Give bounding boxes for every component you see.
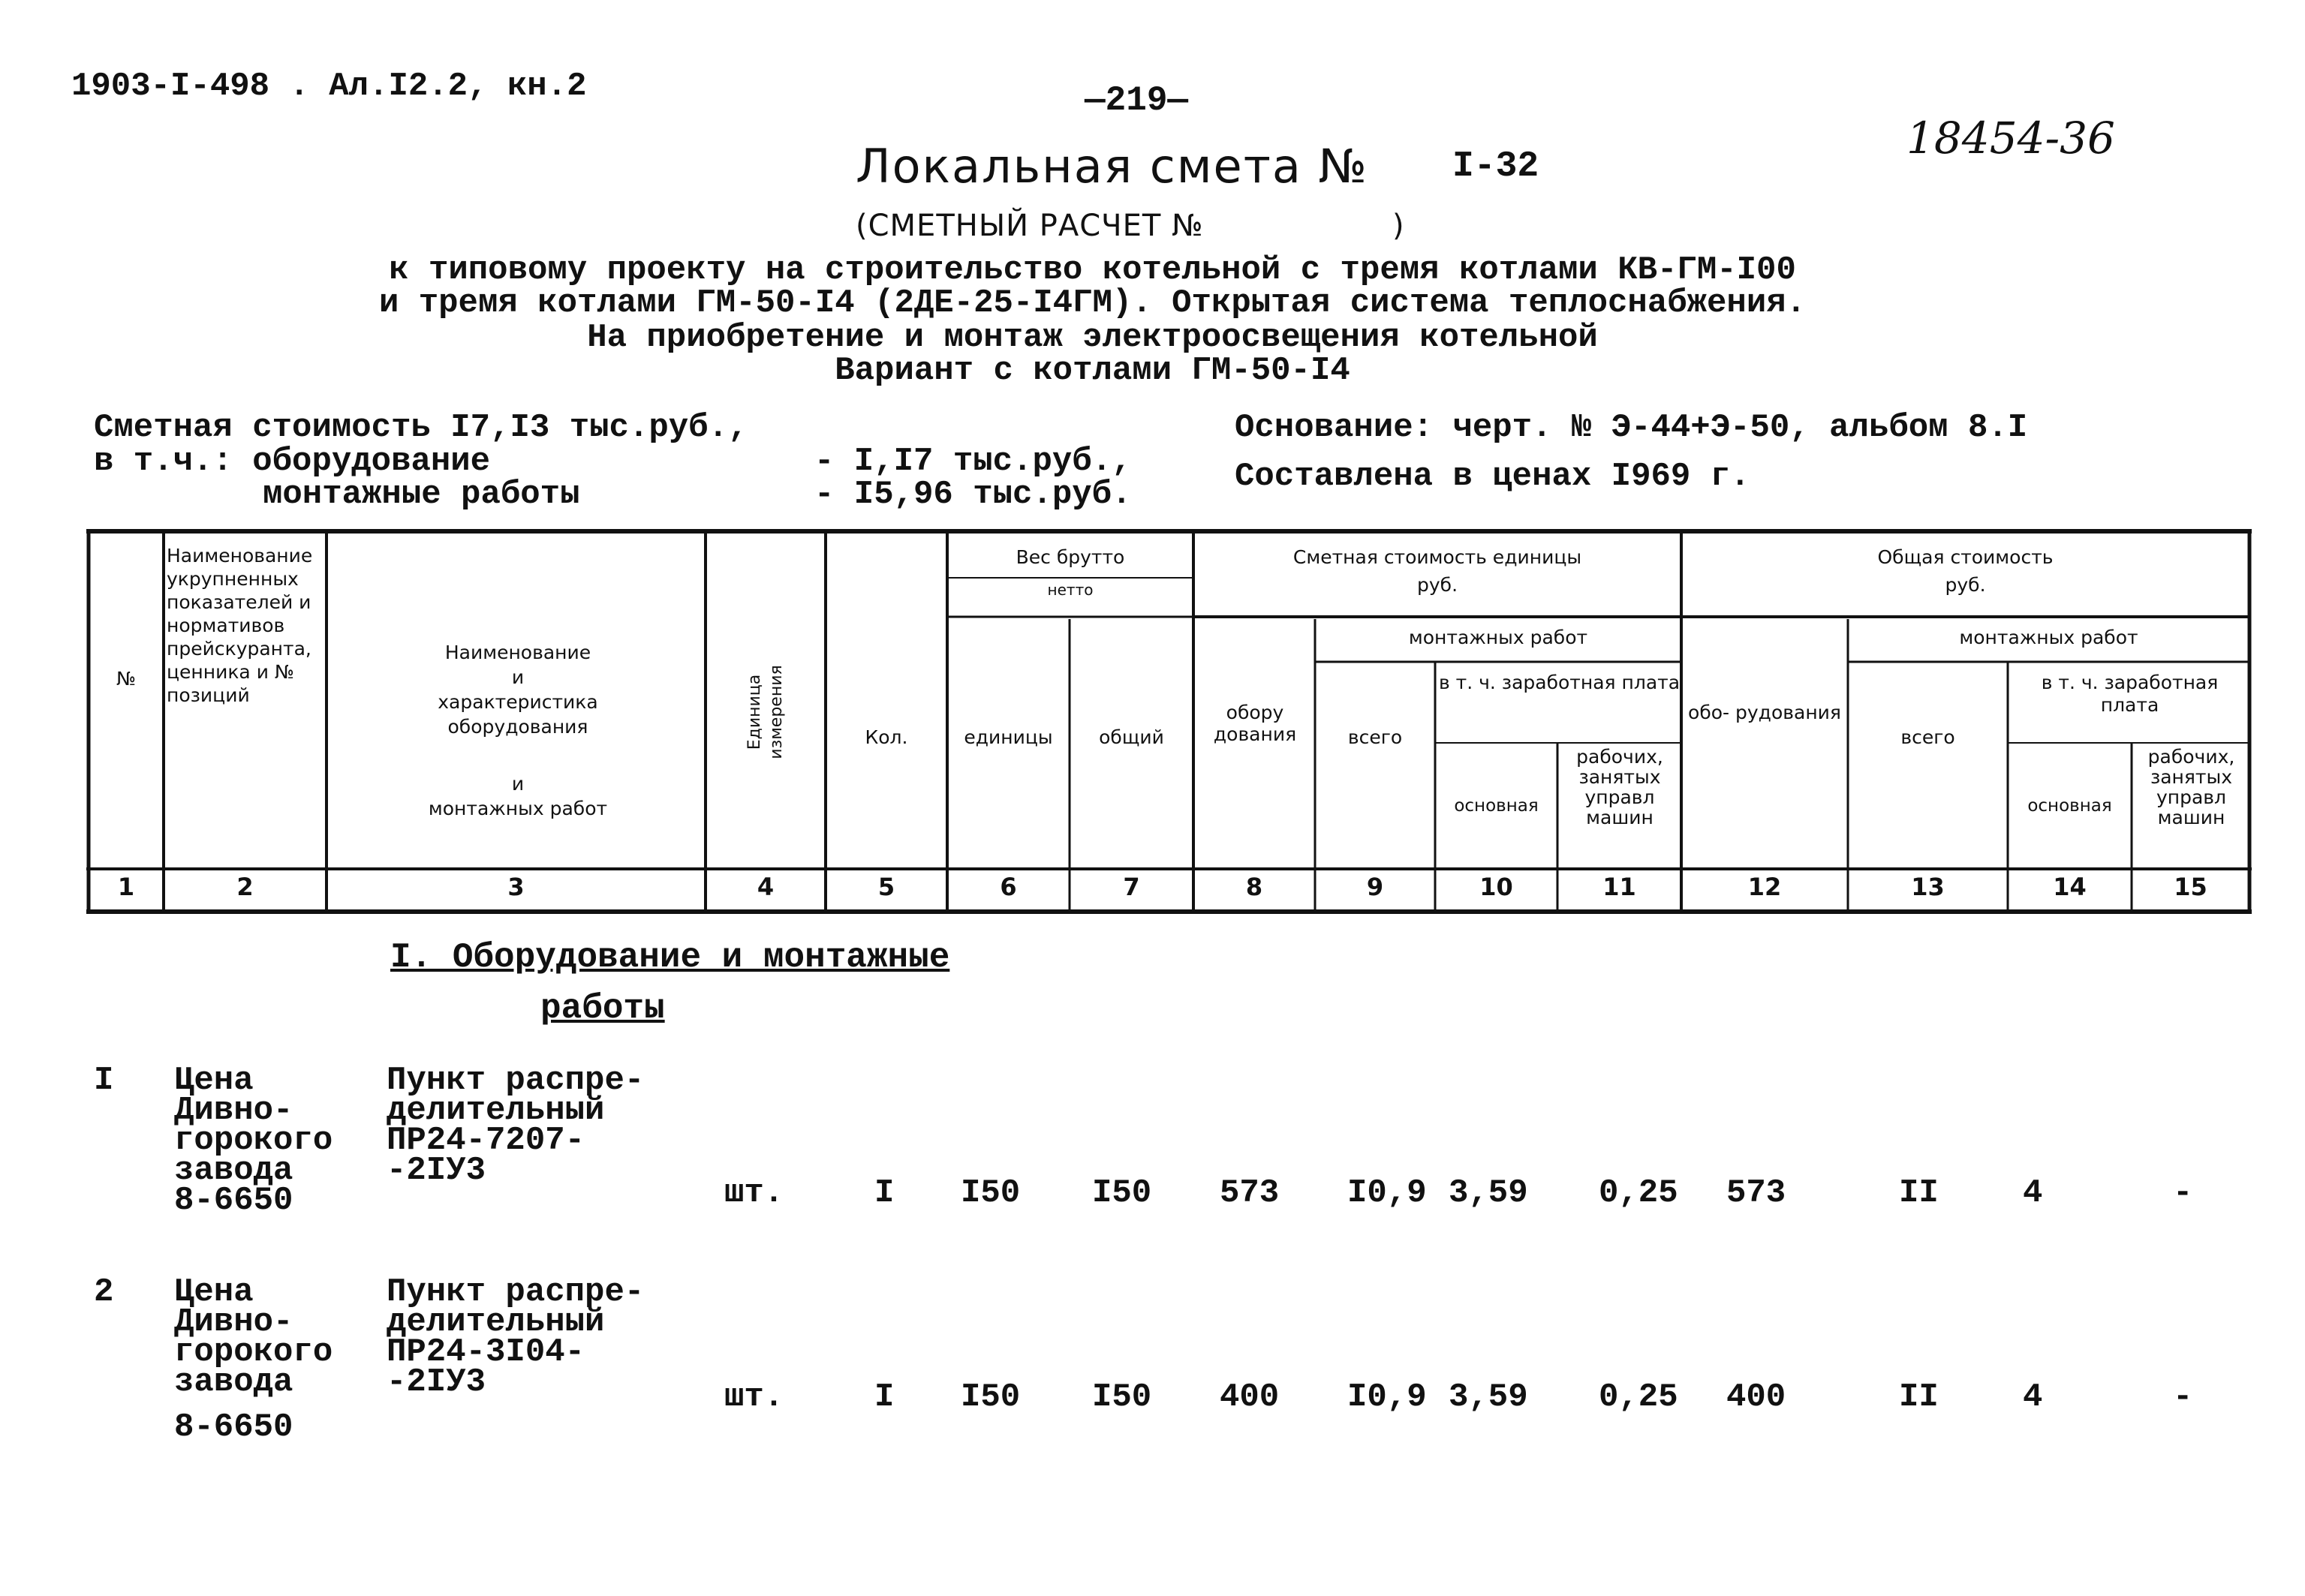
equipment-value: - I,I7 тыс.руб.,	[814, 443, 1132, 480]
item-name-line: ПР24-3I04-	[387, 1333, 585, 1371]
column-number: 13	[1911, 873, 1945, 901]
col-header-name-line: характеристика	[438, 691, 598, 713]
cost-wage: 3,59	[1449, 1174, 1528, 1212]
column-number: 7	[1123, 873, 1140, 901]
description-line: и тремя котлами ГМ-50-I4 (2ДЕ-25-I4ГМ). Открытая система теплоснабжения.	[378, 284, 1807, 322]
col-header-weight-total: общий	[1099, 726, 1164, 748]
column-number: 15	[2174, 873, 2207, 901]
cost-mounting: I0,9	[1347, 1174, 1427, 1212]
row-number: 2	[94, 1273, 114, 1311]
column-number: 9	[1366, 873, 1384, 901]
total-machine: -	[2173, 1378, 2193, 1416]
col-header-weight-net: нетто	[1047, 581, 1094, 599]
source-line: завода	[174, 1152, 293, 1189]
mounting-label: монтажные работы	[263, 476, 580, 513]
item-name-line: делительный	[387, 1303, 605, 1341]
source-line: 8-6650	[174, 1408, 293, 1446]
cost-equipment: 573	[1220, 1174, 1280, 1212]
total-wage: 4	[2023, 1378, 2043, 1416]
weight-total: I50	[1092, 1378, 1152, 1416]
col-header-name-line: и	[511, 666, 525, 688]
source-line: горокого	[174, 1333, 333, 1371]
col-header-mount-unit: монтажных работ	[1408, 627, 1588, 648]
page-number: —219—	[1085, 81, 1189, 120]
col-header-incl-wage-total: в т. ч. заработная плата	[2041, 672, 2219, 716]
col-header-equip-total: обо- рудования	[1688, 702, 1841, 723]
col-header-total-cost-rub: руб.	[1945, 574, 1986, 596]
unit: шт.	[724, 1378, 784, 1416]
item-name-line: ПР24-7207-	[387, 1122, 585, 1159]
col-header-incl-wage: в т. ч. заработная плата	[1438, 672, 1681, 693]
source-line: 8-6650	[174, 1182, 293, 1219]
cost-mounting: I0,9	[1347, 1378, 1427, 1416]
row-number: I	[94, 1062, 114, 1099]
col-header-weight-unit: единицы	[964, 726, 1053, 748]
col-header-mount-total-group: монтажных работ	[1959, 627, 2138, 648]
equipment-label: в т.ч.: оборудование	[94, 443, 491, 480]
column-number: 3	[507, 873, 525, 901]
column-number: 8	[1245, 873, 1263, 901]
item-name-line: делительный	[387, 1092, 605, 1129]
column-number: 1	[117, 873, 135, 901]
page-title: Локальная смета №	[856, 139, 1369, 194]
section-title-continued: работы	[540, 989, 665, 1028]
column-number: 6	[1000, 873, 1017, 901]
weight-unit: I50	[961, 1378, 1021, 1416]
source-line: горокого	[174, 1122, 333, 1159]
column-number: 12	[1747, 873, 1782, 901]
col-header-name-line: Наименование	[444, 642, 591, 663]
description-line: к типовому проекту на строительство котельной с тремя котлами КВ-ГМ-I00	[389, 251, 1796, 289]
col-header-weight: Вес брутто	[1016, 546, 1125, 568]
table-row	[0, 1064, 2305, 1252]
item-name-line: Пункт распре-	[387, 1273, 645, 1311]
quantity: I	[874, 1174, 895, 1212]
total-cost: Сметная стоимость I7,I3 тыс.руб.,	[94, 409, 748, 446]
source-line: завода	[174, 1363, 293, 1401]
section-title-text: I. Оборудование и монтажные	[390, 938, 950, 977]
col-header-wage-basic: основная	[1454, 796, 1539, 816]
handwritten-number: 18454-36	[1906, 113, 2115, 164]
total-wage: 4	[2023, 1174, 2043, 1212]
weight-total: I50	[1092, 1174, 1152, 1212]
col-header-total-cost: Общая стоимость	[1877, 546, 2054, 568]
column-number: 4	[757, 873, 775, 901]
col-header-wage-machine-total: рабочих, занятых управл машин	[2147, 746, 2235, 828]
source-line: Дивно-	[174, 1092, 293, 1129]
cost-equipment: 400	[1220, 1378, 1280, 1416]
cost-machine: 0,25	[1599, 1378, 1678, 1416]
col-header-number: №	[116, 668, 136, 690]
section-title	[390, 938, 949, 977]
source-line: Цена	[174, 1062, 254, 1099]
column-number: 5	[877, 873, 895, 901]
quantity: I	[874, 1378, 895, 1416]
price-year: Составлена в ценах I969 г.	[1235, 458, 1750, 495]
col-header-unit-cost: Сметная стоимость единицы	[1292, 546, 1582, 568]
description-line: Вариант с котлами ГМ-50-I4	[835, 352, 1350, 389]
item-name-line: Пункт распре-	[387, 1062, 645, 1099]
col-header-wage-machine: рабочих, занятых управл машин	[1576, 746, 1663, 828]
cost-machine: 0,25	[1599, 1174, 1678, 1212]
estimate-number: I-32	[1452, 146, 1539, 187]
column-number: 14	[2053, 873, 2087, 901]
basis: Основание: черт. № Э-44+Э-50, альбом 8.I	[1235, 409, 2028, 446]
table-row	[0, 1273, 2305, 1463]
item-name-line: -2IУ3	[387, 1152, 486, 1189]
subtitle-close: )	[1392, 209, 1404, 243]
col-header-unit: Единица измерения	[745, 665, 786, 759]
total-equipment: 573	[1726, 1174, 1786, 1212]
column-number: 11	[1602, 873, 1636, 901]
col-header-mount-sum: всего	[1900, 726, 1955, 748]
col-header-wage-basic-total: основная	[2027, 796, 2112, 816]
column-number: 10	[1479, 873, 1513, 901]
total-mounting: II	[1899, 1378, 1939, 1416]
mounting-value: - I5,96 тыс.руб.	[814, 476, 1132, 513]
column-number: 2	[236, 873, 254, 901]
weight-unit: I50	[961, 1174, 1021, 1212]
total-equipment: 400	[1726, 1378, 1786, 1416]
col-header-name-line: монтажных работ	[428, 798, 608, 819]
total-mounting: II	[1899, 1174, 1939, 1212]
col-header-name-line: и	[511, 773, 525, 795]
col-header-unit-cost-rub: руб.	[1416, 574, 1458, 596]
cost-wage: 3,59	[1449, 1378, 1528, 1416]
col-header-name-line: оборудования	[447, 716, 588, 738]
document-code: 1903-I-498 . Ал.I2.2, кн.2	[71, 68, 587, 105]
col-header-mount-total: всего	[1347, 726, 1403, 748]
description-line: На приобретение и монтаж электроосвещения котельной	[587, 319, 1598, 356]
col-header-source: Наименование укрупненных показателей и нормативов прейскуранта, ценника и № позиций	[167, 545, 313, 706]
source-line: Цена	[174, 1273, 254, 1311]
col-header-equip-unit: обору дования	[1213, 702, 1297, 745]
total-machine: -	[2173, 1174, 2193, 1212]
subtitle: (СМЕТНЫЙ РАСЧЕТ №	[856, 209, 1204, 243]
source-line: Дивно-	[174, 1303, 293, 1341]
col-header-qty: Кол.	[865, 726, 908, 748]
unit: шт.	[724, 1174, 784, 1212]
item-name-line: -2IУ3	[387, 1363, 486, 1401]
